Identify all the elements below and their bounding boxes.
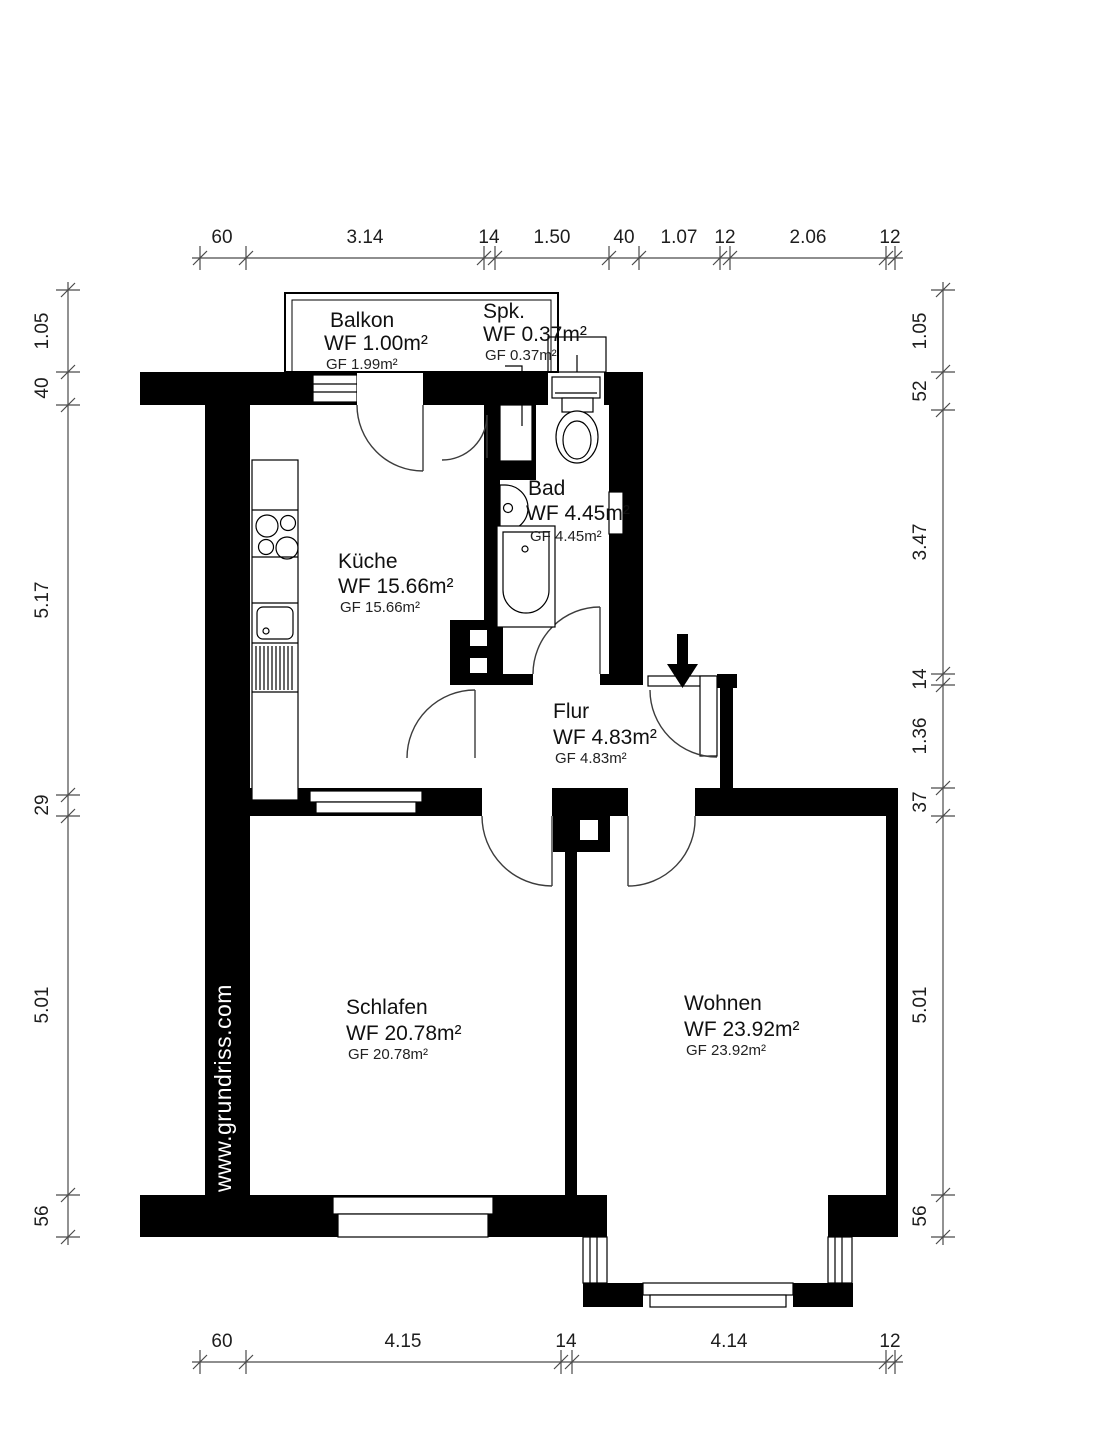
kitchen-counter bbox=[252, 460, 298, 800]
room-name: Küche bbox=[338, 550, 398, 573]
room-wf: WF 15.66m² bbox=[338, 575, 454, 598]
dim-label: 12 bbox=[879, 1331, 901, 1352]
dim-label: 5.01 bbox=[32, 986, 53, 1024]
dim-label: 3.47 bbox=[910, 523, 931, 561]
dim-label: 2.06 bbox=[789, 227, 827, 248]
wall-partition-schlafen-wohnen bbox=[565, 816, 577, 1195]
dim-label: 1.36 bbox=[910, 717, 931, 755]
dim-label: 3.14 bbox=[346, 227, 384, 248]
dim-label: 40 bbox=[613, 227, 635, 248]
schlafen-door-arc bbox=[482, 816, 552, 886]
wall-notch bbox=[470, 630, 487, 646]
bay-corner-left bbox=[583, 1283, 643, 1307]
spk-door-arc bbox=[442, 415, 487, 460]
dim-label: 40 bbox=[32, 377, 53, 399]
kitchen-sink-icon bbox=[257, 607, 293, 639]
room-label-flur bbox=[553, 700, 657, 767]
room-wf: WF 23.92m² bbox=[684, 1018, 800, 1041]
dim-label: 60 bbox=[211, 1331, 233, 1352]
dim-label: 1.05 bbox=[32, 312, 53, 350]
schlafen-window-sill bbox=[338, 1214, 488, 1237]
room-gf: GF 1.99m² bbox=[326, 356, 398, 373]
dim-label: 14 bbox=[478, 227, 500, 248]
room-gf: GF 23.92m² bbox=[686, 1042, 767, 1059]
dim-label: 12 bbox=[879, 227, 901, 248]
entrance-door-leaf bbox=[700, 676, 717, 756]
wall-bad-bottom-right bbox=[600, 674, 643, 685]
schlafen-window bbox=[333, 1197, 493, 1214]
room-name: Bad bbox=[528, 477, 566, 500]
dimension-line-right bbox=[910, 282, 955, 1245]
room-name: Balkon bbox=[330, 309, 395, 332]
dim-label: 1.50 bbox=[533, 227, 571, 248]
dim-label: 14 bbox=[555, 1331, 577, 1352]
dim-label: 4.15 bbox=[384, 1331, 422, 1352]
dimension-line-top bbox=[192, 227, 903, 270]
room-label-wohnen bbox=[684, 992, 800, 1059]
room-wf: WF 4.45m² bbox=[526, 502, 630, 525]
room-gf: GF 20.78m² bbox=[348, 1046, 429, 1063]
dim-label: 60 bbox=[211, 227, 233, 248]
dim-label: 1.07 bbox=[660, 227, 698, 248]
dim-label: 56 bbox=[32, 1205, 53, 1227]
dimension-line-left bbox=[32, 282, 80, 1245]
dim-label: 5.01 bbox=[910, 986, 931, 1024]
washbasin-icon bbox=[500, 485, 528, 531]
room-wf: WF 20.78m² bbox=[346, 1022, 462, 1045]
wall-pillar-kitchen-flur bbox=[450, 620, 503, 685]
room-wf: WF 1.00m² bbox=[324, 332, 428, 355]
wohnen-door-opening bbox=[628, 788, 695, 816]
dim-label: 29 bbox=[32, 794, 53, 816]
interior-window bbox=[310, 791, 422, 802]
wall-entry-pillar bbox=[717, 674, 737, 688]
dim-label: 5.17 bbox=[32, 581, 53, 619]
room-wf: WF 0.37m² bbox=[483, 323, 587, 346]
dim-label: 37 bbox=[910, 791, 931, 813]
schlafen-door-opening bbox=[482, 788, 552, 816]
room-name: Spk. bbox=[483, 300, 526, 323]
room-wf: WF 4.83m² bbox=[553, 726, 657, 749]
balcony-window bbox=[313, 375, 357, 402]
room-name: Flur bbox=[553, 700, 590, 723]
room-name: Schlafen bbox=[346, 996, 428, 1019]
balcony-door-opening bbox=[357, 372, 423, 405]
balcony-door-arc bbox=[357, 405, 423, 471]
room-label-schlafen bbox=[346, 996, 462, 1063]
interior-window-sill bbox=[316, 802, 416, 813]
room-label-kueche bbox=[338, 550, 454, 616]
bay-side-window-right bbox=[828, 1237, 852, 1283]
kitchen-door-arc bbox=[407, 690, 475, 758]
bay-bottom-window bbox=[643, 1283, 793, 1295]
dim-label: 56 bbox=[910, 1205, 931, 1227]
wall-notch bbox=[470, 658, 487, 673]
watermark-text: www.grundriss.com bbox=[210, 984, 236, 1192]
wall-right bbox=[886, 788, 898, 1237]
room-name: Wohnen bbox=[684, 992, 762, 1015]
spk-niche bbox=[500, 405, 532, 461]
dim-label: 12 bbox=[714, 227, 736, 248]
room-gf: GF 0.37m² bbox=[485, 347, 557, 364]
dim-label: 1.05 bbox=[910, 312, 931, 350]
room-gf: GF 4.45m² bbox=[530, 528, 602, 545]
room-label-balkon bbox=[324, 309, 428, 373]
wall-flur-right bbox=[720, 688, 733, 788]
bay-bottom-window-sill bbox=[650, 1295, 786, 1307]
dim-label: 4.14 bbox=[710, 1331, 748, 1352]
room-gf: GF 15.66m² bbox=[340, 599, 421, 616]
chimney-flue-hole bbox=[580, 820, 598, 840]
bay-corner-right bbox=[793, 1283, 853, 1307]
wohnen-door-arc bbox=[628, 816, 695, 886]
bay-side-window-left bbox=[583, 1237, 607, 1283]
dimension-line-bottom bbox=[192, 1331, 903, 1374]
wall-bad-bottom-left bbox=[503, 674, 533, 685]
dim-label: 14 bbox=[910, 668, 931, 690]
dim-label: 52 bbox=[910, 380, 931, 402]
room-gf: GF 4.83m² bbox=[555, 750, 627, 767]
toilet-icon bbox=[552, 377, 600, 463]
